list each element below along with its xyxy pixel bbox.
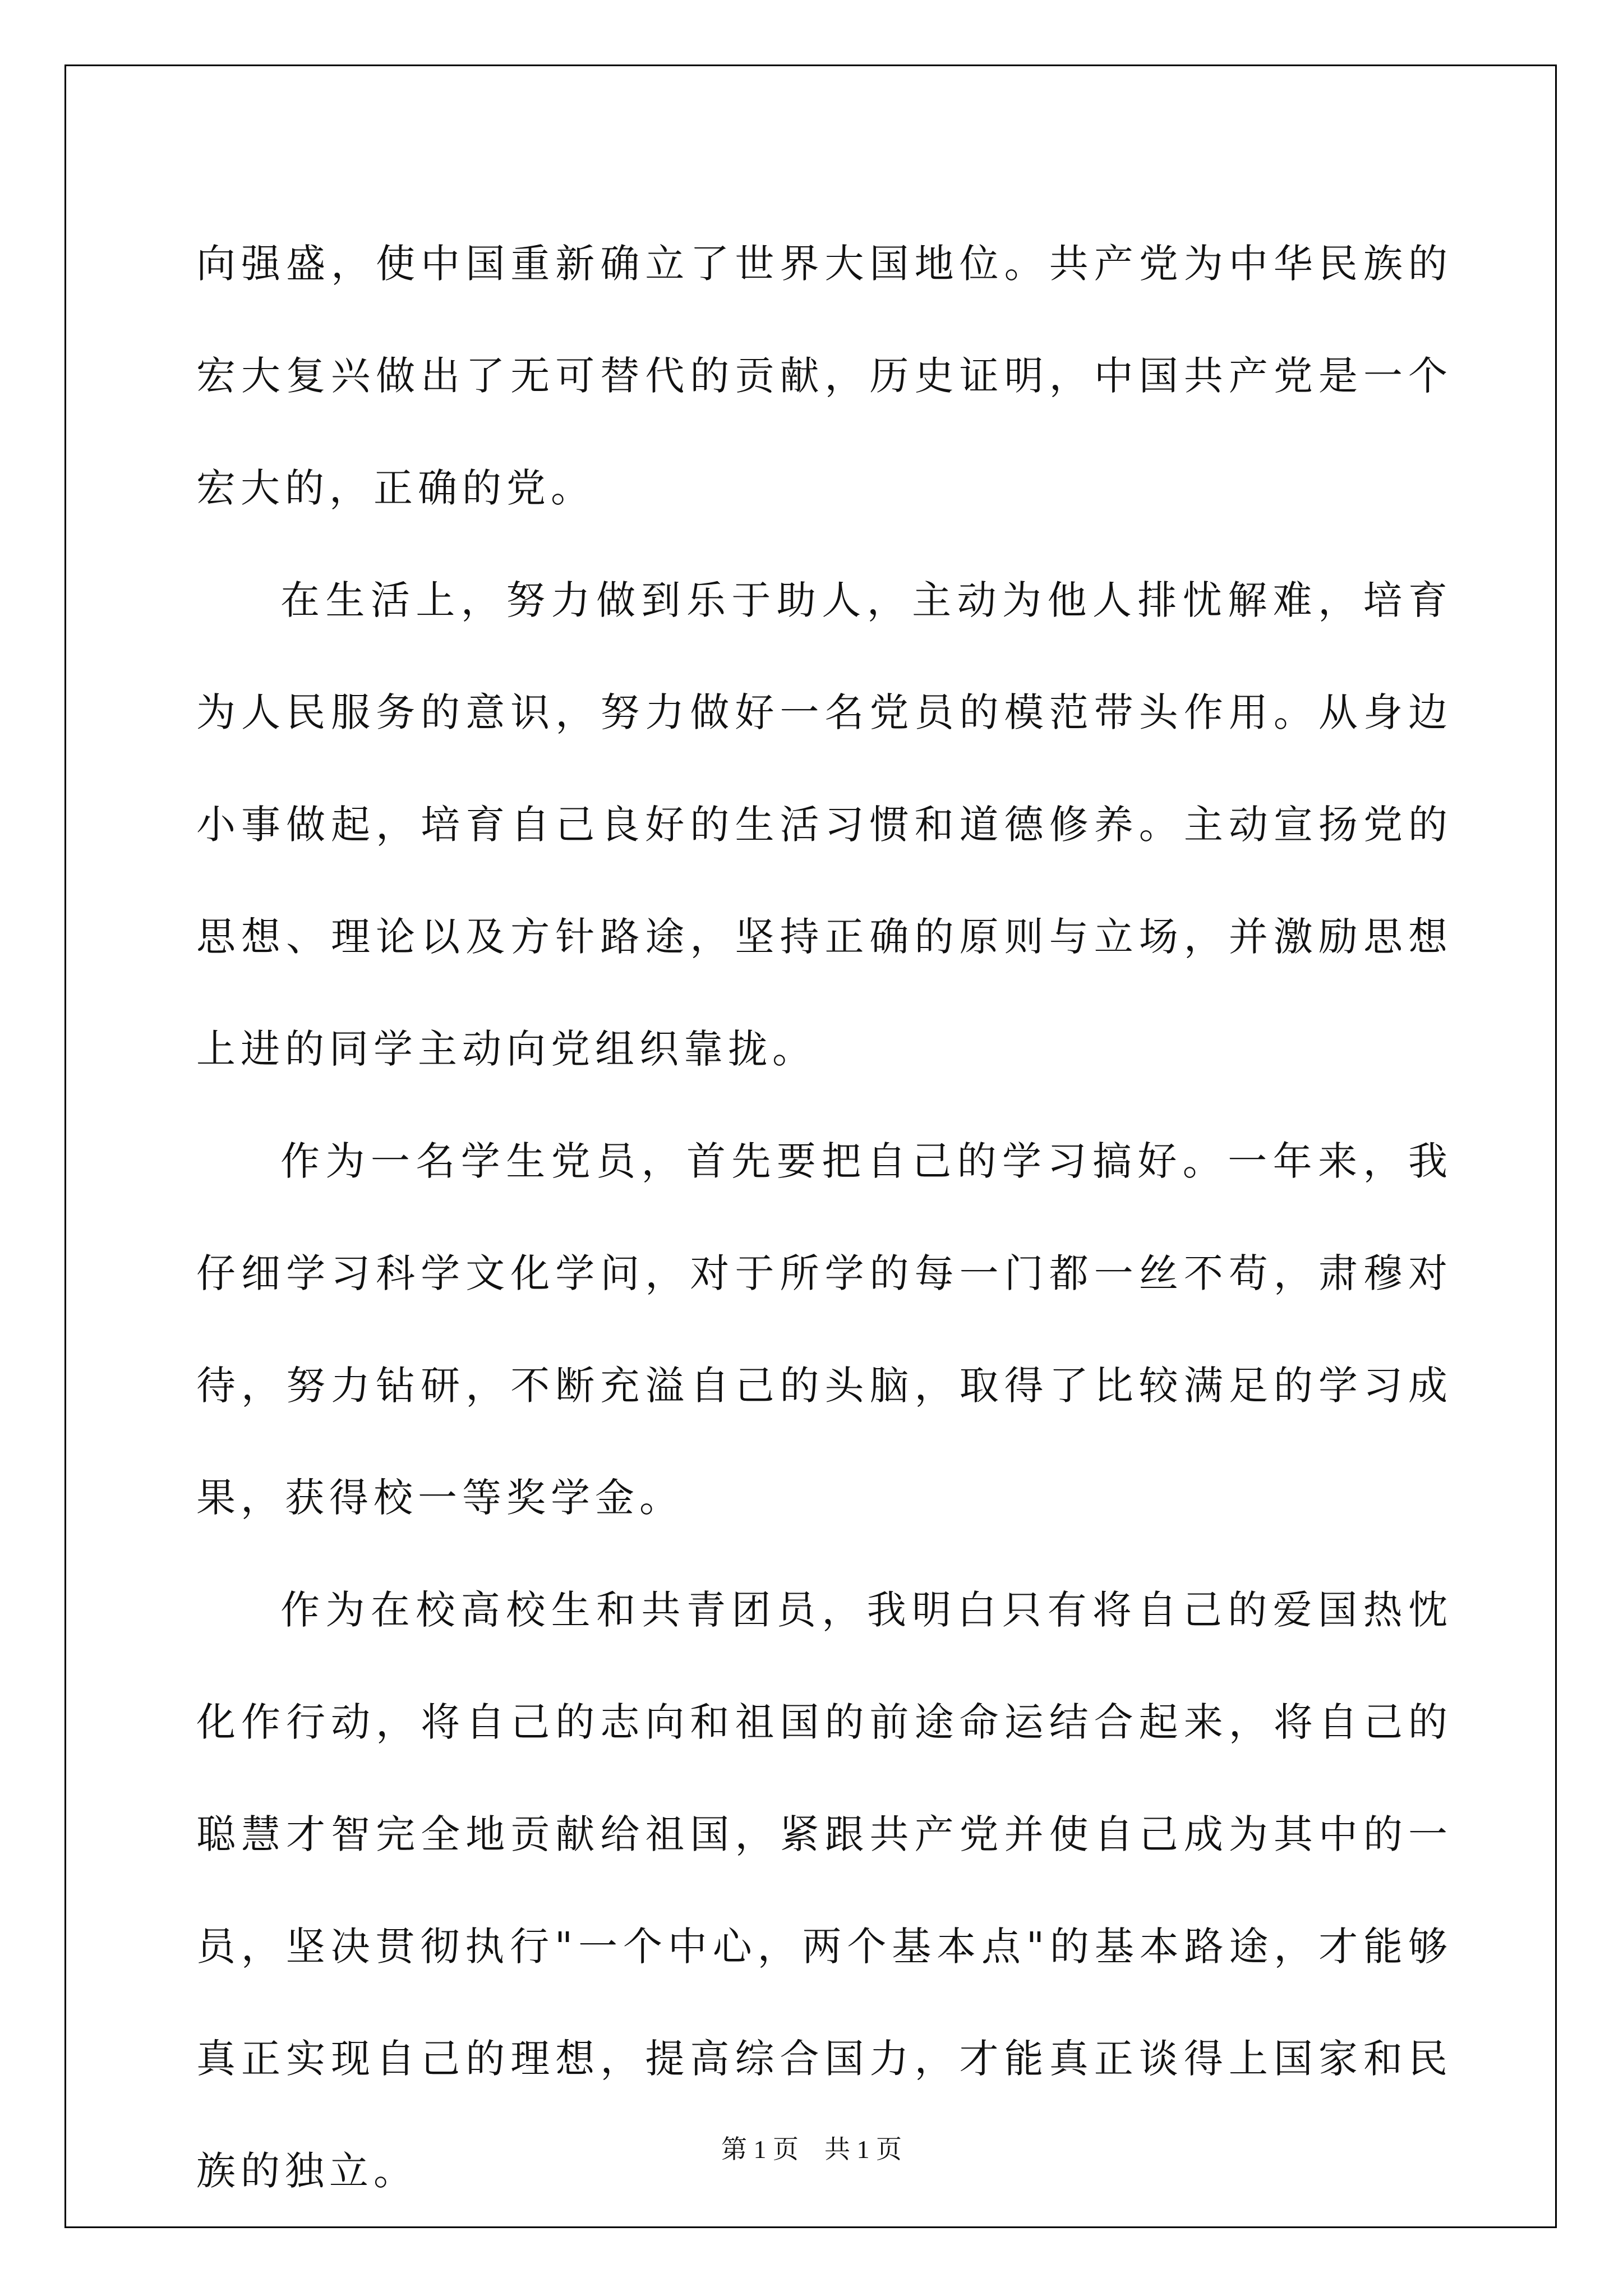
paragraph-continuation: 向强盛，使中国重新确立了世界大国地位。共产党为中华民族的宏大复兴做出了无可替代的贡献，历史证明，中国共产党是一个宏大的，正确的党。 — [196, 241, 1453, 511]
paragraph-patriotism: 作为在校高校生和共青团员，我明白只有将自己的爱国热忱化作行动，将自己的志向和祖国的前途命运结合起来，将自己的聪慧才智完全地贡献给祖国，紧跟共产党并使自己成为其中的一员，坚决贯彻执行"一个中心，两个基本点"的基本路途，才能够真正实现自己的理想，提高综合国力，才能真正谈得上国家和民族的独立。 — [196, 1587, 1453, 2194]
page-footer: 第 1 页 共 1 页 — [721, 2135, 902, 2164]
paragraph-study: 作为一名学生党员，首先要把自己的学习搞好。一年来，我仔细学习科学文化学问，对于所学的每一门都一丝不苟，肃穆对待，努力钻研，不断充溢自己的头脑，取得了比较满足的学习成果，获得校一等奖学金。 — [196, 1138, 1453, 1521]
document-body — [196, 208, 1453, 2227]
paragraph-life-conduct: 在生活上，努力做到乐于助人，主动为他人排忧解难，培育为人民服务的意识，努力做好一名党员的模范带头作用。从身边小事做起，培育自己良好的生活习惯和道德修养。主动宣扬党的思想、理论以及方针路途，坚持正确的原则与立场，并激励思想上进的同学主动向党组织靠拢。 — [196, 577, 1453, 1072]
